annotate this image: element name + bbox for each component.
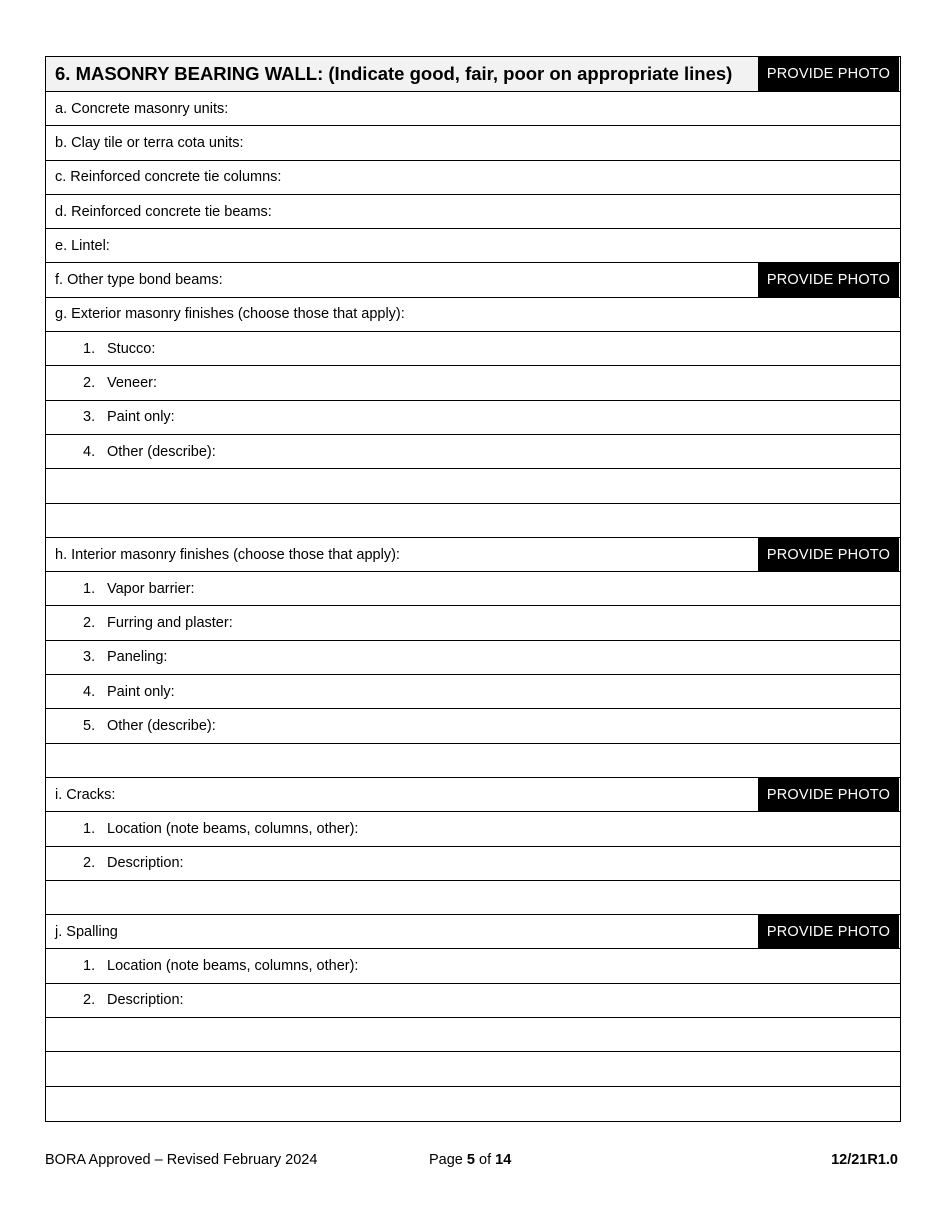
subitem-text: Furring and plaster: — [107, 615, 233, 632]
form-row-label: i. Cracks: — [55, 786, 116, 803]
form-row-label — [83, 984, 184, 1017]
footer-approval-text: BORA Approved – Revised February 2024 — [45, 1152, 318, 1168]
form-subitem-row — [46, 812, 900, 846]
subitem-text: Veneer: — [107, 375, 157, 392]
subitem-number: 2. — [83, 615, 96, 632]
blank-entry-line[interactable] — [46, 1018, 900, 1052]
form-subitem-row — [46, 572, 900, 606]
page-current: 5 — [466, 1152, 475, 1168]
form-subitem-row — [46, 675, 900, 709]
section-title: 6. MASONRY BEARING WALL: (Indicate good, fair, poor on appropriate lines) — [55, 63, 733, 84]
provide-photo-button[interactable]: PROVIDE PHOTO — [758, 57, 899, 91]
form-row-label — [83, 675, 175, 708]
masonry-bearing-wall-form — [45, 56, 901, 1122]
subitem-text: Location (note beams, columns, other): — [107, 820, 359, 837]
subitem-number: 3. — [83, 409, 96, 426]
form-row-label: e. Lintel: — [55, 237, 110, 254]
form-item-row — [46, 915, 900, 949]
form-row-label — [83, 366, 157, 399]
subitem-number: 3. — [83, 649, 96, 666]
subitem-text: Other (describe): — [107, 717, 216, 734]
subitem-text: Paint only: — [107, 409, 175, 426]
form-row-label — [83, 572, 195, 605]
form-item-row — [46, 126, 900, 160]
form-row-label: f. Other type bond beams: — [55, 272, 223, 289]
provide-photo-button[interactable]: PROVIDE PHOTO — [758, 538, 899, 571]
form-subitem-row — [46, 984, 900, 1018]
blank-entry-line[interactable] — [46, 1052, 900, 1086]
form-item-row — [46, 195, 900, 229]
subitem-number: 2. — [83, 375, 96, 392]
subitem-number: 5. — [83, 717, 96, 734]
form-row-label — [83, 401, 175, 434]
subitem-text: Vapor barrier: — [107, 580, 195, 597]
form-subitem-row — [46, 332, 900, 366]
form-row-label: h. Interior masonry finishes (choose those that apply): — [55, 546, 400, 563]
subitem-number: 4. — [83, 683, 96, 700]
provide-photo-button[interactable]: PROVIDE PHOTO — [758, 915, 899, 948]
form-item-row — [46, 229, 900, 263]
subitem-text: Stucco: — [107, 340, 156, 357]
subitem-text: Description: — [107, 855, 184, 872]
subitem-text: Location (note beams, columns, other): — [107, 958, 359, 975]
footer-revision-code: 12/21R1.0 — [831, 1152, 898, 1168]
subitem-number: 2. — [83, 992, 96, 1009]
form-row-label — [83, 435, 216, 468]
page-footer — [45, 1152, 901, 1172]
form-row-label: a. Concrete masonry units: — [55, 100, 229, 117]
form-row-label — [83, 332, 155, 365]
subitem-number: 1. — [83, 340, 96, 357]
form-row-label — [83, 812, 358, 845]
form-row-label — [83, 847, 184, 880]
form-row-label: g. Exterior masonry finishes (choose those that apply): — [55, 306, 405, 323]
blank-entry-line[interactable] — [46, 1087, 900, 1121]
footer-page-number — [429, 1152, 511, 1168]
form-rows — [46, 92, 900, 1121]
form-row-label — [83, 709, 216, 742]
provide-photo-button[interactable]: PROVIDE PHOTO — [758, 778, 899, 811]
subitem-text: Paneling: — [107, 649, 168, 666]
form-subitem-row — [46, 435, 900, 469]
form-item-row — [46, 538, 900, 572]
page-of: of — [474, 1152, 496, 1168]
form-subitem-row — [46, 641, 900, 675]
form-subitem-row — [46, 709, 900, 743]
subitem-text: Paint only: — [107, 683, 175, 700]
subitem-number: 2. — [83, 855, 96, 872]
form-row-label: j. Spalling — [55, 923, 118, 940]
form-subitem-row — [46, 401, 900, 435]
blank-entry-line[interactable] — [46, 881, 900, 915]
page-prefix: Page — [429, 1152, 467, 1168]
form-subitem-row — [46, 366, 900, 400]
subitem-number: 1. — [83, 958, 96, 975]
form-subitem-row — [46, 949, 900, 983]
form-item-row — [46, 778, 900, 812]
form-row-label: d. Reinforced concrete tie beams: — [55, 203, 272, 220]
provide-photo-button[interactable]: PROVIDE PHOTO — [758, 263, 899, 296]
subitem-text: Description: — [107, 992, 184, 1009]
subitem-text: Other (describe): — [107, 443, 216, 460]
form-item-row — [46, 263, 900, 297]
blank-entry-line[interactable] — [46, 744, 900, 778]
form-subitem-row — [46, 847, 900, 881]
page-total: 14 — [495, 1152, 512, 1168]
form-item-row — [46, 298, 900, 332]
subitem-number: 1. — [83, 820, 96, 837]
section-header — [46, 57, 900, 92]
blank-entry-line[interactable] — [46, 469, 900, 503]
form-row-label: b. Clay tile or terra cota units: — [55, 134, 244, 151]
form-subitem-row — [46, 606, 900, 640]
subitem-number: 1. — [83, 580, 96, 597]
form-item-row — [46, 92, 900, 126]
form-row-label — [83, 641, 167, 674]
form-row-label: c. Reinforced concrete tie columns: — [55, 169, 282, 186]
form-row-label — [83, 606, 233, 639]
form-row-label — [83, 949, 358, 982]
subitem-number: 4. — [83, 443, 96, 460]
form-item-row — [46, 161, 900, 195]
blank-entry-line[interactable] — [46, 504, 900, 538]
